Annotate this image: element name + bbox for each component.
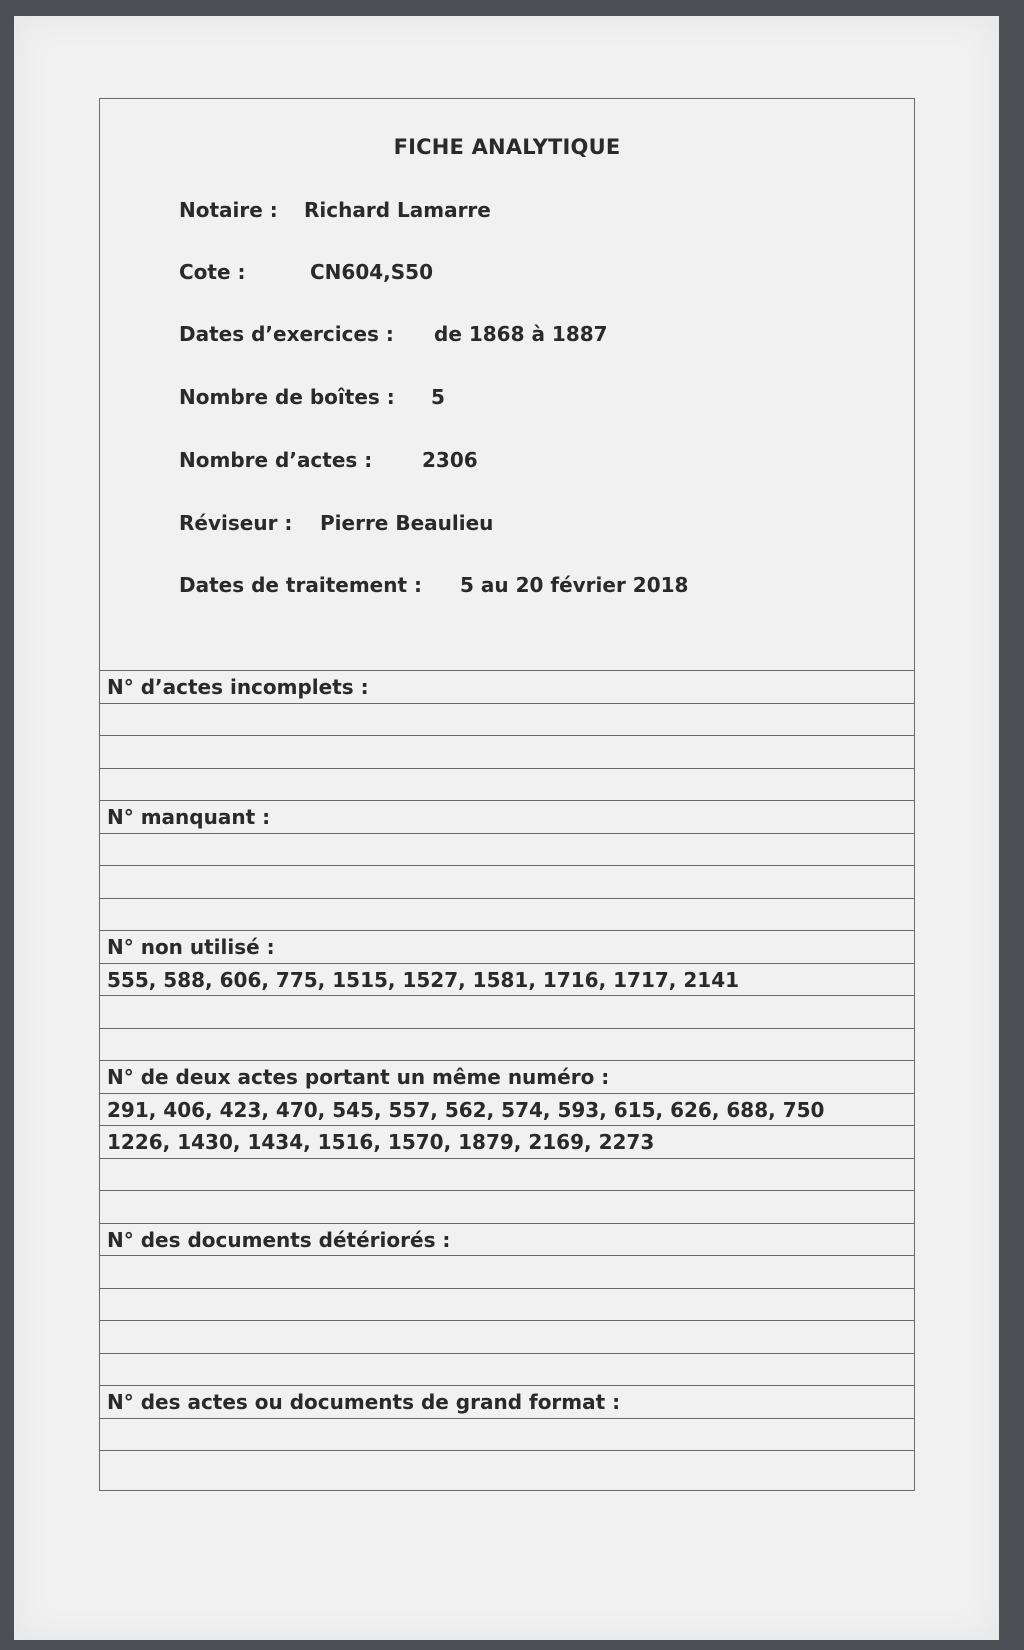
section-incomplets-header: N° d’actes incomplets : (100, 670, 914, 703)
field-reviseur-value: Pierre Beaulieu (320, 511, 494, 535)
field-nombre-boites-label: Nombre de boîtes : (179, 385, 395, 409)
blank-line (100, 1158, 914, 1191)
blank-line (100, 1353, 914, 1386)
blank-line (100, 898, 914, 931)
field-notaire (179, 198, 491, 222)
field-cote (179, 260, 433, 284)
field-nombre-boites-value: 5 (431, 385, 445, 409)
field-nombre-actes-value: 2306 (422, 448, 478, 472)
blank-line (100, 833, 914, 866)
blank-line (100, 735, 914, 768)
field-reviseur-label: Réviseur : (179, 511, 293, 535)
section-deteriores-header: N° des documents détériorés : (100, 1223, 914, 1256)
ruled-sections (100, 670, 914, 1483)
blank-line (100, 995, 914, 1028)
field-cote-label: Cote : (179, 260, 246, 284)
field-reviseur (179, 511, 494, 535)
section-grand-format-header: N° des actes ou documents de grand format : (100, 1385, 914, 1418)
field-notaire-label: Notaire : (179, 198, 278, 222)
blank-line (100, 1320, 914, 1353)
analytic-form (99, 98, 915, 1491)
blank-line (100, 1028, 914, 1061)
section-manquant-header: N° manquant : (100, 800, 914, 833)
field-dates-traitement-value: 5 au 20 février 2018 (460, 573, 689, 597)
field-cote-value: CN604,S50 (310, 260, 433, 284)
section-non-utilise-header: N° non utilisé : (100, 930, 914, 963)
field-dates-traitement (179, 573, 689, 597)
blank-line (100, 768, 914, 801)
blank-line (100, 1255, 914, 1288)
blank-line (100, 1450, 914, 1483)
meme-numero-line-1: 291, 406, 423, 470, 545, 557, 562, 574, 593, 615, 626, 688, 750 (100, 1093, 914, 1126)
field-nombre-boites (179, 385, 445, 409)
blank-line (100, 1418, 914, 1451)
blank-line (100, 1288, 914, 1321)
blank-line (100, 865, 914, 898)
field-dates-traitement-label: Dates de traitement : (179, 573, 422, 597)
meme-numero-line-2: 1226, 1430, 1434, 1516, 1570, 1879, 2169, 2273 (100, 1125, 914, 1158)
field-nombre-actes-label: Nombre d’actes : (179, 448, 373, 472)
field-dates-exercices (179, 322, 608, 346)
blank-line (100, 703, 914, 736)
form-title: FICHE ANALYTIQUE (393, 135, 621, 159)
blank-line (100, 1190, 914, 1223)
field-notaire-value: Richard Lamarre (304, 198, 491, 222)
non-utilise-line-1: 555, 588, 606, 775, 1515, 1527, 1581, 1716, 1717, 2141 (100, 963, 914, 996)
field-dates-exercices-value: de 1868 à 1887 (434, 322, 608, 346)
section-meme-numero-header: N° de deux actes portant un même numéro : (100, 1060, 914, 1093)
field-dates-exercices-label: Dates d’exercices : (179, 322, 394, 346)
paper-sheet (14, 16, 999, 1640)
field-nombre-actes (179, 448, 478, 472)
